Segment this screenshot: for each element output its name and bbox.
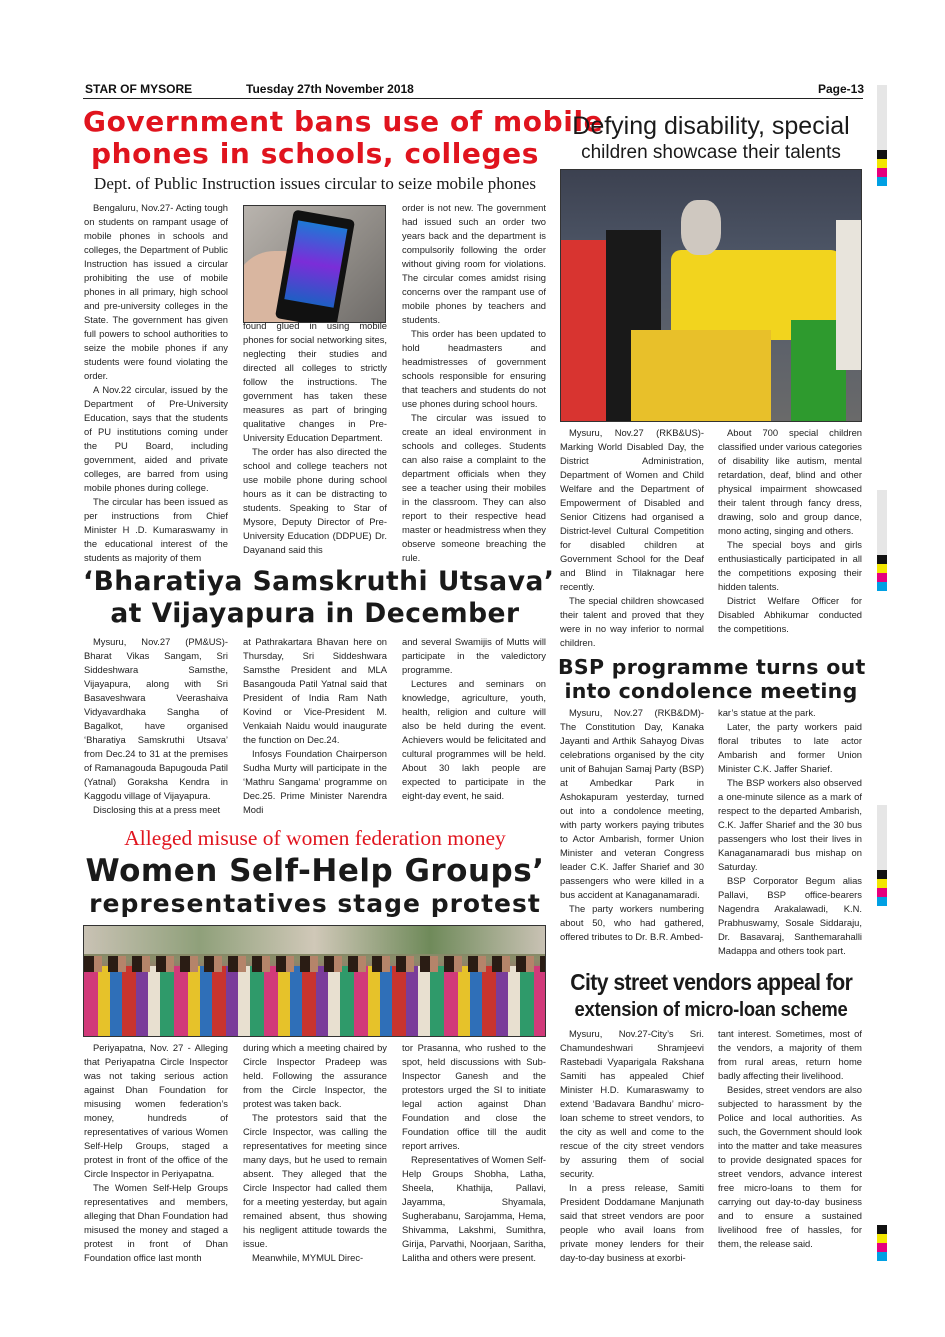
text-column	[718, 1027, 862, 1272]
article-kicker: Alleged misuse of women federation money	[124, 826, 506, 850]
paragraph: Later, the party workers paid floral tributes to late actor Ambarish and former Union Minister C.K. Jaffer Sharief.	[718, 721, 862, 774]
paragraph: A Nov.22 circular, issued by the Department of Pre-University Education, says that the students of PU institutions coming under the PU Board, including government, aided and private colleges, are barred from using mobile phones during college.	[84, 384, 228, 493]
article-headline-shg-protest: Women Self-Help Groups’	[85, 853, 545, 889]
text-column	[560, 426, 704, 651]
paragraph: Lectures and seminars on knowledge, agriculture, youth, health, religion and culture will also be held during the event. Achievers would be felicitated and cultural programmes will be held. About 30 lakh people are expected to participate in the eight-day event, he said.	[402, 678, 546, 801]
headline-line: at Vijayapura in December	[110, 598, 520, 629]
text-column	[243, 1041, 387, 1271]
text-column	[84, 201, 228, 569]
text-column	[402, 201, 546, 569]
paragraph: This order has been updated to hold headmasters and headmistresses of government schools responsible for ensuring that teachers and students do not use phones during school hours.	[402, 328, 546, 409]
paragraph: during which a meeting chaired by Circle Inspector Pradeep was held. Following the assurance from the Circle Inspector, the protest was taken back.	[243, 1042, 387, 1109]
headline-line: BSP programme turns out	[558, 655, 866, 679]
paragraph: BSP Corporator Begum alias Pallavi, BSP office-bearers Nagendra Arakalawadi, K.N. Prabhuswamy, Sosale Siddaraju, Dr. Basavaraj, Santhemarahalli Madappa and others took part.	[718, 875, 862, 956]
paragraph: The special boys and girls enthusiastically participated in all the competitions exposing their hidden talents.	[718, 539, 862, 592]
headline-line: into condolence meeting	[564, 679, 858, 703]
text-column	[402, 1041, 546, 1271]
article-subheadline: extension of micro-loan scheme	[574, 999, 848, 1021]
paragraph: Mysuru, Nov.27-City’s Sri. Chamundeshwari Shramjeevi Rastebadi Vyaparigala Rakshana Samiti has appealed Chief Minister H.D. Kumaraswamy to extend ‘Badavara Bandhu’ micro-loan scheme to street vendors, to the city as well and come to the rescue of the city street vendors by assuring them of social security.	[560, 1028, 704, 1179]
text-column	[243, 635, 387, 820]
article-body-street-vendors	[560, 1027, 862, 1272]
paragraph: order is not new. The government had issued such an order two years back and the department is compulsorily following the order without giving room for violations. The circular comes amidst rising concerns over the rampant use of mobile phones by teachers and students.	[402, 202, 546, 325]
paragraph: The order has also directed the school and college teachers not use mobile phone during school hours as it can be distracting to students. Speaking to Star of Mysore, Deputy Director of Pre-University Education (DDPUE) Dr. Dayanand said this	[243, 446, 387, 555]
cmyk-registration-mark	[877, 555, 887, 591]
children-talent-photo	[560, 169, 862, 422]
paragraph: The circular was issued to create an ideal environment in schools and colleges. Students can also raise a complaint to the department officials when they see a teacher using their mobiles in the classroom. They can also report to their respective head master or headmistress when they observe someone breaching the rule.	[402, 412, 546, 563]
paragraph: The special children showcased their talent and proved that they were in no way inferior to normal children.	[560, 595, 704, 648]
headline-line: Government bans use of mobile	[83, 105, 604, 138]
paragraph: The circular has been issued as per instructions from Chief Minister H .D. Kumaraswamy in the educational interest of the students as majority of them	[84, 496, 228, 563]
paragraph: Meanwhile, MYMUL Direc-	[252, 1252, 364, 1263]
paragraph: Representatives of Women Self-Help Groups Shobha, Latha, Sheela, Khathija, Pallavi, Jayamma, Shyamala, Sugherabanu, Sarojamma, Hema, Shivamma, Lakshmi, Sumithra, Girija, Parvathi, Noorjaan, Saritha, Lalitha and others were present.	[402, 1154, 546, 1263]
paragraph: The party workers numbering about 50, who had gathered, offered tributes to Dr. B.R. Ambed-	[560, 903, 704, 942]
text-column	[718, 426, 862, 651]
article-headline-disability: Defying disability, special	[572, 112, 850, 140]
page-number: Page-13	[817, 82, 864, 96]
paragraph: The protestors said that the Circle Inspector, was calling the representatives for meeting since many days, but he used to remain absent. They alleged that the Circle Inspector had called them for a meeting yesterday, but again remained absent, thus showing his negligent attitude towards the issue.	[243, 1112, 387, 1249]
print-margin-strip	[877, 805, 887, 870]
newspaper-name: STAR OF MYSORE	[85, 82, 193, 96]
cmyk-registration-mark	[877, 150, 887, 186]
paragraph: The Women Self-Help Groups representatives and members, alleging that Dhan Foundation had misused the money and staged a protest in front of Dhan Foundation office last month	[84, 1182, 228, 1263]
paragraph: found glued in using mobile phones for social networking sites, neglecting their studies and directed all colleges to strictly follow the instructions. The government has taken these measures as part of bringing qualitative changes in Pre-University Education Department.	[243, 320, 387, 443]
paragraph: Mysuru, Nov.27 (PM&US)- Bharat Vikas Sangam, Sri Siddeshwara Samsthe, Vijayapura, along with Sri Basaveshwara Veerashaiva Vidyavardhaka Sangha of Bagalkot, have organised ‘Bharatiya Samskruthi Utsava’ from Dec.24 to 31 at the premises of Ramanagouda Bapugouda Patil (Yatnal) Goraksha Kendra in Kaggodu village of Vijayapura.	[84, 636, 228, 801]
paragraph: Mysuru, Nov.27 (RKB&DM)- The Constitution Day, Kanaka Jayanti and Arthik Sahayog Divas celebrations organised by the city unit of Bahujan Samaj Party (BSP) at Ambedkar Park in Ashokapuram yesterday, turned out into a condolence meeting, with party workers paying tributes to Actor Ambarish, former Union Minister and veteran Congress leader C.K. Jaffer Sharief and 30 passengers who were killed in a bus accident at Kanaganamaradi.	[560, 707, 704, 900]
text-column	[718, 706, 862, 961]
paragraph: and several Swamijis of Mutts will participate in the valedictory programme.	[402, 636, 546, 675]
text-column	[560, 1027, 704, 1272]
paragraph: Disclosing this at a press meet	[93, 804, 221, 815]
paragraph: In a press release, Samiti President Doddamane Manjunath said that street vendors are poor people who avail loans from private money lenders for their day-to-day business at exorbi-	[560, 1182, 704, 1263]
text-column	[243, 201, 387, 569]
article-subhead: Dept. of Public Instruction issues circular to seize mobile phones	[94, 174, 536, 193]
headline-line: phones in schools, colleges	[90, 137, 540, 170]
article-headline-bsp	[558, 655, 864, 703]
issue-date: Tuesday 27th November 2018	[246, 82, 414, 96]
cmyk-registration-mark	[877, 1225, 887, 1261]
print-margin-strip	[877, 490, 887, 555]
article-headline-mobile-ban	[83, 105, 604, 170]
article-body-mobile-ban	[84, 201, 546, 569]
text-column	[402, 635, 546, 820]
text-column	[84, 635, 228, 820]
headline-line: ‘Bharatiya Samskruthi Utsava’	[83, 566, 555, 597]
article-body-shg-protest	[84, 1041, 546, 1271]
article-body-samskruthi-utsava	[84, 635, 546, 820]
text-column	[560, 706, 704, 961]
paragraph: Besides, street vendors are also subjected to harassment by the Police and local authorities. As such, the Government should look into the matter and take measures to provide designated spaces for street vendors, advance interest free micro-loans to them for carrying out day-to-day business and to ensure a sustained livelihood free of hassles, for them, the release said.	[718, 1084, 862, 1249]
article-subheadline: representatives stage protest	[89, 889, 541, 918]
protest-photo	[83, 925, 546, 1037]
article-body-disability	[560, 426, 862, 651]
paragraph: Infosys Foundation Chairperson Sudha Murty will participate in the ‘Mathru Sangama’ programme on Dec.25. Prime Minister Narendra Modi	[243, 748, 387, 815]
paragraph: Mysuru, Nov.27 (RKB&US)- Marking World Disabled Day, the District Administration, Department of Women and Child Welfare and the Department of Empowerment of Disabled and Senior Citizens had organised a District-level Cultural Competition for disabled children at Government School for the Deaf and Blind in Tilaknagar here recently.	[560, 427, 704, 592]
article-headline-street-vendors: City street vendors appeal for	[570, 969, 853, 995]
paragraph: kar’s statue at the park.	[718, 707, 816, 718]
cmyk-registration-mark	[877, 870, 887, 906]
paragraph: Bengaluru, Nov.27- Acting tough on students on rampant usage of mobile phones in schools and colleges, the Department of Public Instruction has issued a circular prohibiting the use of mobile phones in all primary, high school and pre-university colleges in the State. The government has given full powers to school authorities to seize the mobile phones if any students were found violating the order.	[84, 202, 228, 381]
paragraph: tor Prasanna, who rushed to the spot, held discussions with Sub-Inspector Ganesh and the protestors urged the SI to initiate legal action against Dhan Foundation and close the Foundation office till the audit report arrives.	[402, 1042, 546, 1151]
article-subheadline: children showcase their talents	[581, 142, 841, 163]
paragraph: tant interest. Sometimes, most of the vendors, a majority of them from rural areas, return home badly affecting their livelihood.	[718, 1028, 862, 1081]
article-body-bsp	[560, 706, 862, 961]
paragraph: About 700 special children classified under various categories of disability like autism, mental retardation, deaf, blind and other physical impairment showcased their talent through fancy dress, drawing, solo and group dance, mono acting, singing and others.	[718, 427, 862, 536]
print-margin-strip	[877, 85, 887, 150]
paragraph: Periyapatna, Nov. 27 - Alleging that Periyapatna Circle Inspector was not taking serious action against Dhan Foundation for misusing women federation’s money, hundreds of representatives of various Women Self-Help Groups, staged a protest in front of the office of the Circle Inspector in Periyapatna.	[84, 1042, 228, 1179]
text-column	[84, 1041, 228, 1271]
header-rule	[83, 98, 863, 99]
article-headline-samskruthi-utsava	[83, 566, 555, 630]
paragraph: The BSP workers also observed a one-minute silence as a mark of respect to the departed Ambarish, C.K. Jaffer Sharief and the 30 bus passengers who lost their lives in Kanaganamaradi bus mishap on Saturday.	[718, 777, 862, 872]
paragraph: District Welfare Officer for Disabled Abhikumar conducted the competitions.	[718, 595, 862, 634]
paragraph: at Pathrakartara Bhavan here on Thursday, Sri Siddeshwara Samsthe President and MLA Basangouda Patil Yatnal said that President of India Ram Nath Kovind or Vice-President M. Venkaiah Naidu would inaugurate the function on Dec.24.	[243, 636, 387, 745]
